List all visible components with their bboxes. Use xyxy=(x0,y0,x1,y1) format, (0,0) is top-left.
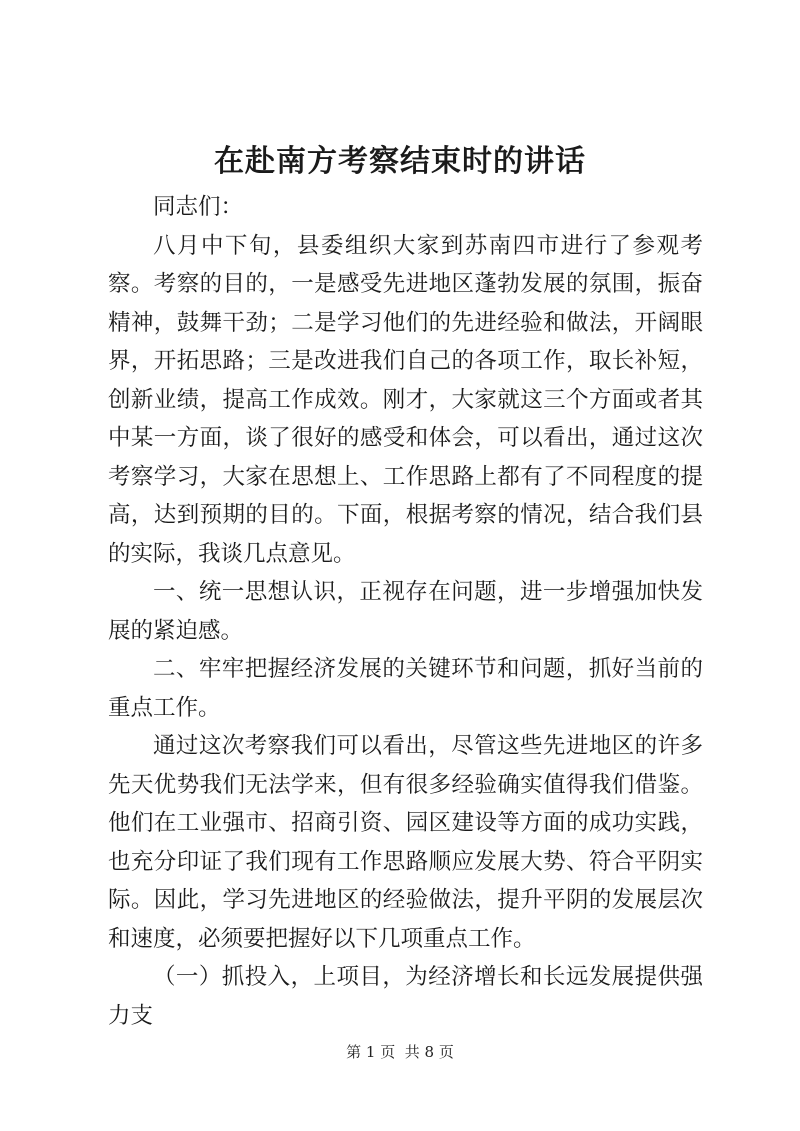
subheading-one: （一）抓投入，上项目，为经济增长和长远发展提供强力支 xyxy=(108,964,703,1029)
heading-one: 一、统一思想认识，正视存在问题，进一步增强加快发展的紧迫感。 xyxy=(108,579,703,644)
paragraph-body: 通过这次考察我们可以看出，尽管这些先进地区的许多先天优势我们无法学来，但有很多经验确实值得我们借鉴。他们在工业强市、招商引资、园区建设等方面的成功实践，也充分印证了我们现有工作思路顺应发展大势、符合平阴实际。因此，学习先进地区的经验做法，提升平阴的发展层次和速度，必须要把握好以下几项重点工作。 xyxy=(108,733,703,952)
document-title: 在赴南方考察结束时的讲话 xyxy=(214,144,586,179)
paragraph-intro: 八月中下旬，县委组织大家到苏南四市进行了参观考察。考察的目的，一是感受先进地区蓬勃发展的氛围，振奋精神，鼓舞干劲；二是学习他们的先进经验和做法，开阔眼界，开拓思路；三是改进我们自己的各项工作，取长补短，创新业绩，提高工作成效。刚才，大家就这三个方面或者其中某一方面，谈了很好的感受和体会，可以看出，通过这次考察学习，大家在思想上、工作思路上都有了不同程度的提高，达到预期的目的。下面，根据考察的情况，结合我们县的实际，我谈几点意见。 xyxy=(108,232,703,567)
page-footer xyxy=(0,1042,800,1062)
page-number-label: 第 1 页 共 8 页 xyxy=(346,1043,454,1061)
salutation: 同志们： xyxy=(153,194,244,220)
heading-two: 二、牢牢把握经济发展的关键环节和问题，抓好当前的重点工作。 xyxy=(108,656,703,721)
document-body xyxy=(108,188,703,1035)
